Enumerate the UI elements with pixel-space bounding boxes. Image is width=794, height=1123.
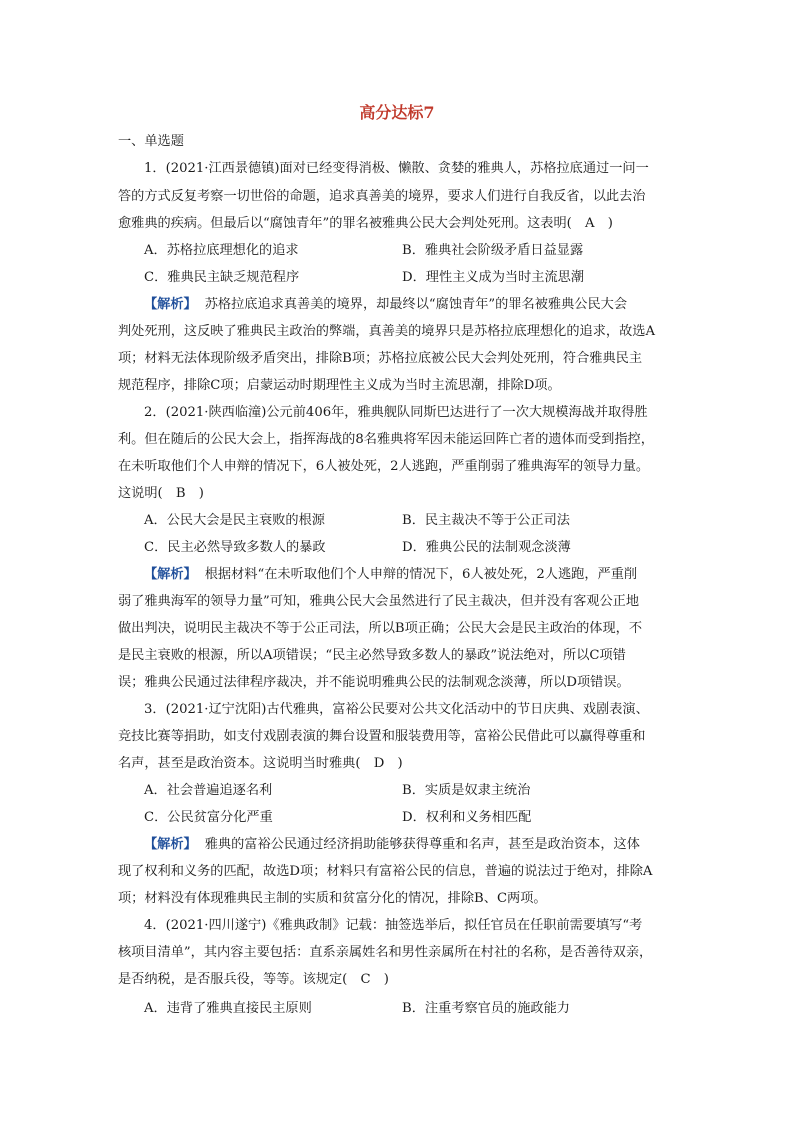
q3-option-a: A．社会普遍追逐名利	[144, 783, 273, 798]
q3-analysis-line: 现了权利和义务的匹配，故选D项；材料只有富裕公民的信息，普遍的说法过于绝对，排除A	[118, 864, 653, 879]
q3-stem-line: 3．(2021·辽宁沈阳)古代雅典，富裕公民要对公共文化活动中的节日庆典、戏剧表演、	[144, 702, 649, 717]
q4-option-b: B．注重考察官员的施政能力	[402, 1001, 570, 1016]
q2-stem-line: 在未听取他们个人申辩的情况下，6人被处死，2人逃跑，严重削弱了雅典海军的领导力量。	[118, 459, 650, 474]
section-heading: 一、单选题	[118, 134, 184, 149]
q3-option-d: D．权利和义务相匹配	[402, 810, 532, 825]
q4-stem-line: 是否纳税，是否服兵役，等等。该规定( C )	[118, 972, 389, 987]
q1-stem-line: 愈雅典的疾病。但最后以“腐蚀青年”的罪名被雅典公民大会判处死刑。这表明( A )	[118, 216, 613, 231]
q1-analysis-line: 【解析】 苏格拉底追求真善美的境界，却最终以“腐蚀青年”的罪名被雅典公民大会	[144, 297, 628, 312]
page-title: 高分达标7	[359, 103, 435, 122]
q2-option-b: B．民主裁决不等于公正司法	[402, 513, 570, 528]
q1-analysis-line: 判处死刑，这反映了雅典民主政治的弊端，真善美的境界只是苏格拉底理想化的追求，故选A	[118, 324, 656, 339]
q3-option-c: C．公民贫富分化严重	[144, 810, 273, 825]
q3-stem-line: 竞技比赛等捐助，如支付戏剧表演的舞台设置和服装费用等，富裕公民借此可以赢得尊重和	[118, 729, 646, 744]
q1-analysis-line: 规范程序，排除C项；启蒙运动时期理性主义成为当时主流思潮，排除D项。	[118, 378, 561, 393]
q4-stem-line: 4．(2021·四川遂宁)《雅典政制》记载：抽签选举后，拟任官员在任职前需要填写“考	[144, 918, 643, 933]
q2-analysis-line: 做出判决，说明民主裁决不等于公正司法，所以B项正确；公民大会是民主政治的体现，不	[118, 621, 642, 636]
q1-option-c: C．雅典民主缺乏规范程序	[144, 270, 300, 285]
q1-stem-line: 答的方式反复考察一切世俗的命题，追求真善美的境界，要求人们进行自我反省，以此去治	[118, 189, 646, 204]
q3-analysis-line: 项；材料没有体现雅典民主制的实质和贫富分化的情况，排除B、C两项。	[118, 891, 547, 906]
analysis-tag: 【解析】	[144, 567, 197, 582]
q2-analysis-line: 【解析】 根据材料“在未听取他们个人申辩的情况下，6人被处死，2人逃跑，严重削	[144, 567, 638, 582]
analysis-tag: 【解析】	[144, 297, 197, 312]
q2-stem-line: 利。但在随后的公民大会上，指挥海战的8名雅典将军因未能运回阵亡者的遗体而受到指控，	[118, 432, 654, 447]
analysis-tag: 【解析】	[144, 837, 197, 852]
q3-analysis-line: 【解析】 雅典的富裕公民通过经济捐助能够获得尊重和名声，甚至是政治资本，这体	[144, 837, 640, 852]
q2-option-a: A．公民大会是民主衰败的根源	[144, 513, 325, 528]
q2-stem-line: 2．(2021·陕西临潼)公元前406年，雅典舰队同斯巴达进行了一次大规模海战并取得胜	[144, 405, 648, 420]
q1-option-a: A．苏格拉底理想化的追求	[144, 243, 299, 258]
q2-analysis-line: 误；雅典公民通过法律程序裁决，并不能说明雅典公民的法制观念淡薄，所以D项错误。	[118, 675, 630, 690]
q3-stem-line: 名声，甚至是政治资本。这说明当时雅典( D )	[118, 756, 403, 771]
q4-option-a: A．违背了雅典直接民主原则	[144, 1001, 312, 1016]
q2-analysis-line: 是民主衰败的根源，所以A项错误；“民主必然导致多数人的暴政”说法绝对，所以C项错	[118, 648, 626, 663]
q2-option-c: C．民主必然导致多数人的暴政	[144, 540, 326, 555]
q1-stem-line: 1．(2021·江西景德镇)面对已经变得消极、懒散、贪婪的雅典人，苏格拉底通过一问一	[144, 161, 649, 176]
q1-option-d: D．理性主义成为当时主流思潮	[402, 270, 585, 285]
q2-analysis-line: 弱了雅典海军的领导力量”可知，雅典公民大会虽然进行了民主裁决，但并没有客观公正地	[118, 594, 640, 609]
q3-option-b: B．实质是奴隶主统治	[402, 783, 531, 798]
q2-stem-line: 这说明( B )	[118, 486, 204, 501]
q1-option-b: B．雅典社会阶级矛盾日益显露	[402, 243, 584, 258]
q1-analysis-line: 项；材料无法体现阶级矛盾突出，排除B项；苏格拉底被公民大会判处死刑，符合雅典民主	[118, 351, 642, 366]
q4-stem-line: 核项目清单”，其内容主要包括：直系亲属姓名和男性亲属所在村社的名称，是否善待双亲，	[118, 945, 653, 960]
q2-option-d: D．雅典公民的法制观念淡薄	[402, 540, 571, 555]
